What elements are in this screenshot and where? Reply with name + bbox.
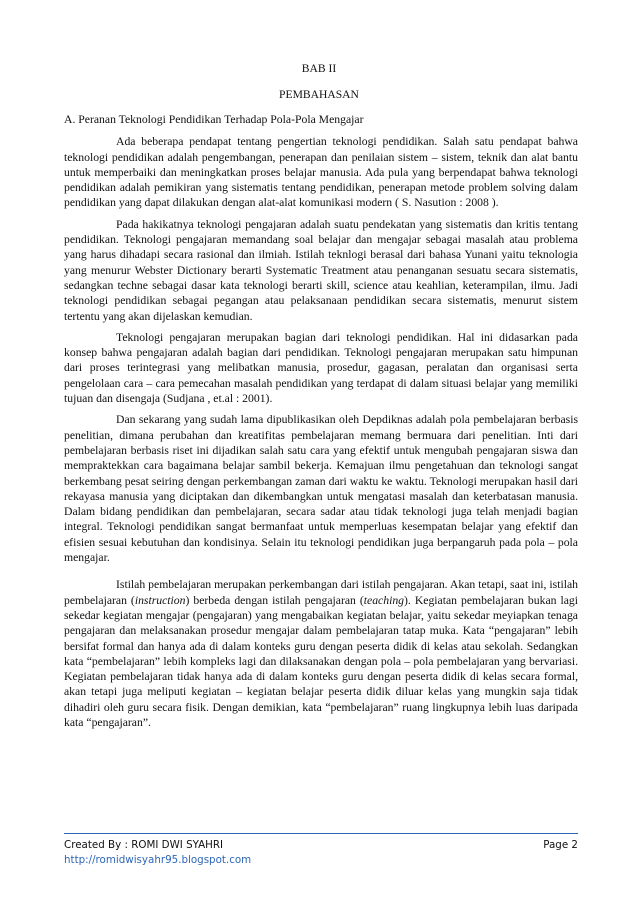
paragraph-4: Dan sekarang yang sudah lama dipublikasikan oleh Depdiknas adalah pola pembelajaran berbasis penelitian, dimana perubahan dan kreatifitas pembelajaran memang bermuara dari penelitian. Inti dari pembelajaran berbasis riset ini dijadikan salah satu cara yang efektif untuk mengubah pengajaran siswa dan mempraktekkan cara bagaimana belajar sambil bekerja. Kemajuan ilmu pengetahuan dan teknologi sangat berkembang pesat seiring dengan perkembangan zaman dari waktu ke waktu. Teknologi merupakan hasil dari rekayasa manusia yang diciptakan dan dikembangkan untuk mengatasi masalah dan keterbatasan manusia. Dalam bidang pendidikan dan pembelajaran, secara sadar atau tidak teknologi juga telah menjadi bagian integral. Teknologi pendidikan sangat bermanfaat untuk memperluas kesempatan belajar yang efektif dan efisien sesuai kebutuhan dan kondisinya. Selain itu teknologi pendidikan juga berpangaruh pada pola – pola mengajar. <box>64 413 578 565</box>
chapter-title: PEMBAHASAN <box>279 88 359 101</box>
page-footer <box>64 833 578 868</box>
paragraph-5 <box>64 577 578 730</box>
chapter-number: BAB II <box>301 62 337 75</box>
term-instruction: instruction <box>134 593 186 607</box>
paragraph-1: Ada beberapa pendapat tentang pengertian teknologi pendidikan. Salah satu pendapat bahwa teknologi pendidikan adalah pengembangan, penerapan dan penilaian sistem – sistem, teknik dan alat bantu untuk memperbaiki dan meningkatkan proses belajar manusia. Ada pula yang berpendapat bahwa teknologi pendidikan adalah pemikiran yang sistematis tentang pendidikan, penerapan metode problem solving dalam pendidikan yang dapat dilakukan dengan alat-alat komunikasi modern ( S. Nasution : 2008 ). <box>64 135 578 210</box>
term-teaching: teaching <box>363 593 405 607</box>
footer-page-number: Page 2 <box>543 839 578 851</box>
footer-blog-link[interactable]: http://romidwisyahr95.blogspot.com <box>64 854 252 866</box>
section-heading: A. Peranan Teknologi Pendidikan Terhadap Pola-Pola Mengajar <box>64 113 364 126</box>
paragraph-2: Pada hakikatnya teknologi pengajaran adalah suatu pendekatan yang sistematis dan kritis tentang pendidikan. Teknologi pengajaran memandang soal belajar dan mengajar sebagai masalah atau problema yang harus dihadapi secara rasional dan ilmiah. Istilah teknlogi berasal dari bahasa Yunani yaitu teknologia yang menurur Webster Dictionary berarti Systematic Treatment atau penanganan sesuatu secara sistematis, sedangkan techne sebagai dasar kata teknologi berarti skill, science atau keahlian, keterampilan, ilmu. Jadi teknologi pendidikan sebagai pegangan atau pelaksanaan pendidikan secara sistematis, menurut sistem tertentu yang akan dijelaskan kemudian. <box>64 217 578 323</box>
paragraph-5-text-b: ) berbeda dengan istilah pengajaran ( <box>185 593 364 607</box>
paragraph-3: Teknologi pengajaran merupakan bagian dari teknologi pendidikan. Hal ini didasarkan pada konsep bahwa pengajaran adalah bagian dari pendidikan. Teknologi pengajaran merupakan satu himpunan dari proses terintegrasi yang melibatkan manusia, prosedur, gagasan, peralatan dan organisasi serta pengelolaan cara – cara pemecahan masalah pendidikan yang terdapat di dalam situasi belajar yang memiliki tujuan dan disengaja (Sudjana , et.al : 2001). <box>64 330 578 406</box>
paragraph-5-text-a: Istilah pembelajaran merupakan perkembangan dari istilah pengajaran. Akan tetapi, saat ini, istilah pembelajaran ( <box>64 578 578 607</box>
footer-author: Created By : ROMI DWI SYAHRI <box>64 839 224 851</box>
document-body <box>64 112 578 736</box>
paragraph-5-text-c: ). Kegiatan pembelajaran bukan lagi sekedar kegiatan mengajar (pengajaran) yang mengabaikan kegiatan belajar, yaitu sekedar meyiapkan tenaga pengajaran dan melaksanakan prosedur mengajar dalam pembelajaran tatap muka. Kata “pengajaran” lebih bersifat formal dan hanya ada di dalam konteks guru dengan peserta didik di kelas atau sekolah. Sedangkan kata “pembelajaran” lebih kompleks lagi dan dilaksanakan dengan pola – pola pembelajaran yang bervariasi. Kegiatan pembelajaran tidak hanya ada di dalam konteks guru dengan peserta didik di kelas secara formal, akan tetapi juga meliputi kegiatan – kegiatan belajar peserta didik diluar kelas yang mungkin saja tidak dihadiri oleh guru secara fisik. Dengan demikian, kata “pembelajaran” ruang lingkupnya lebih luas daripada kata “pengajaran”. <box>64 593 578 729</box>
